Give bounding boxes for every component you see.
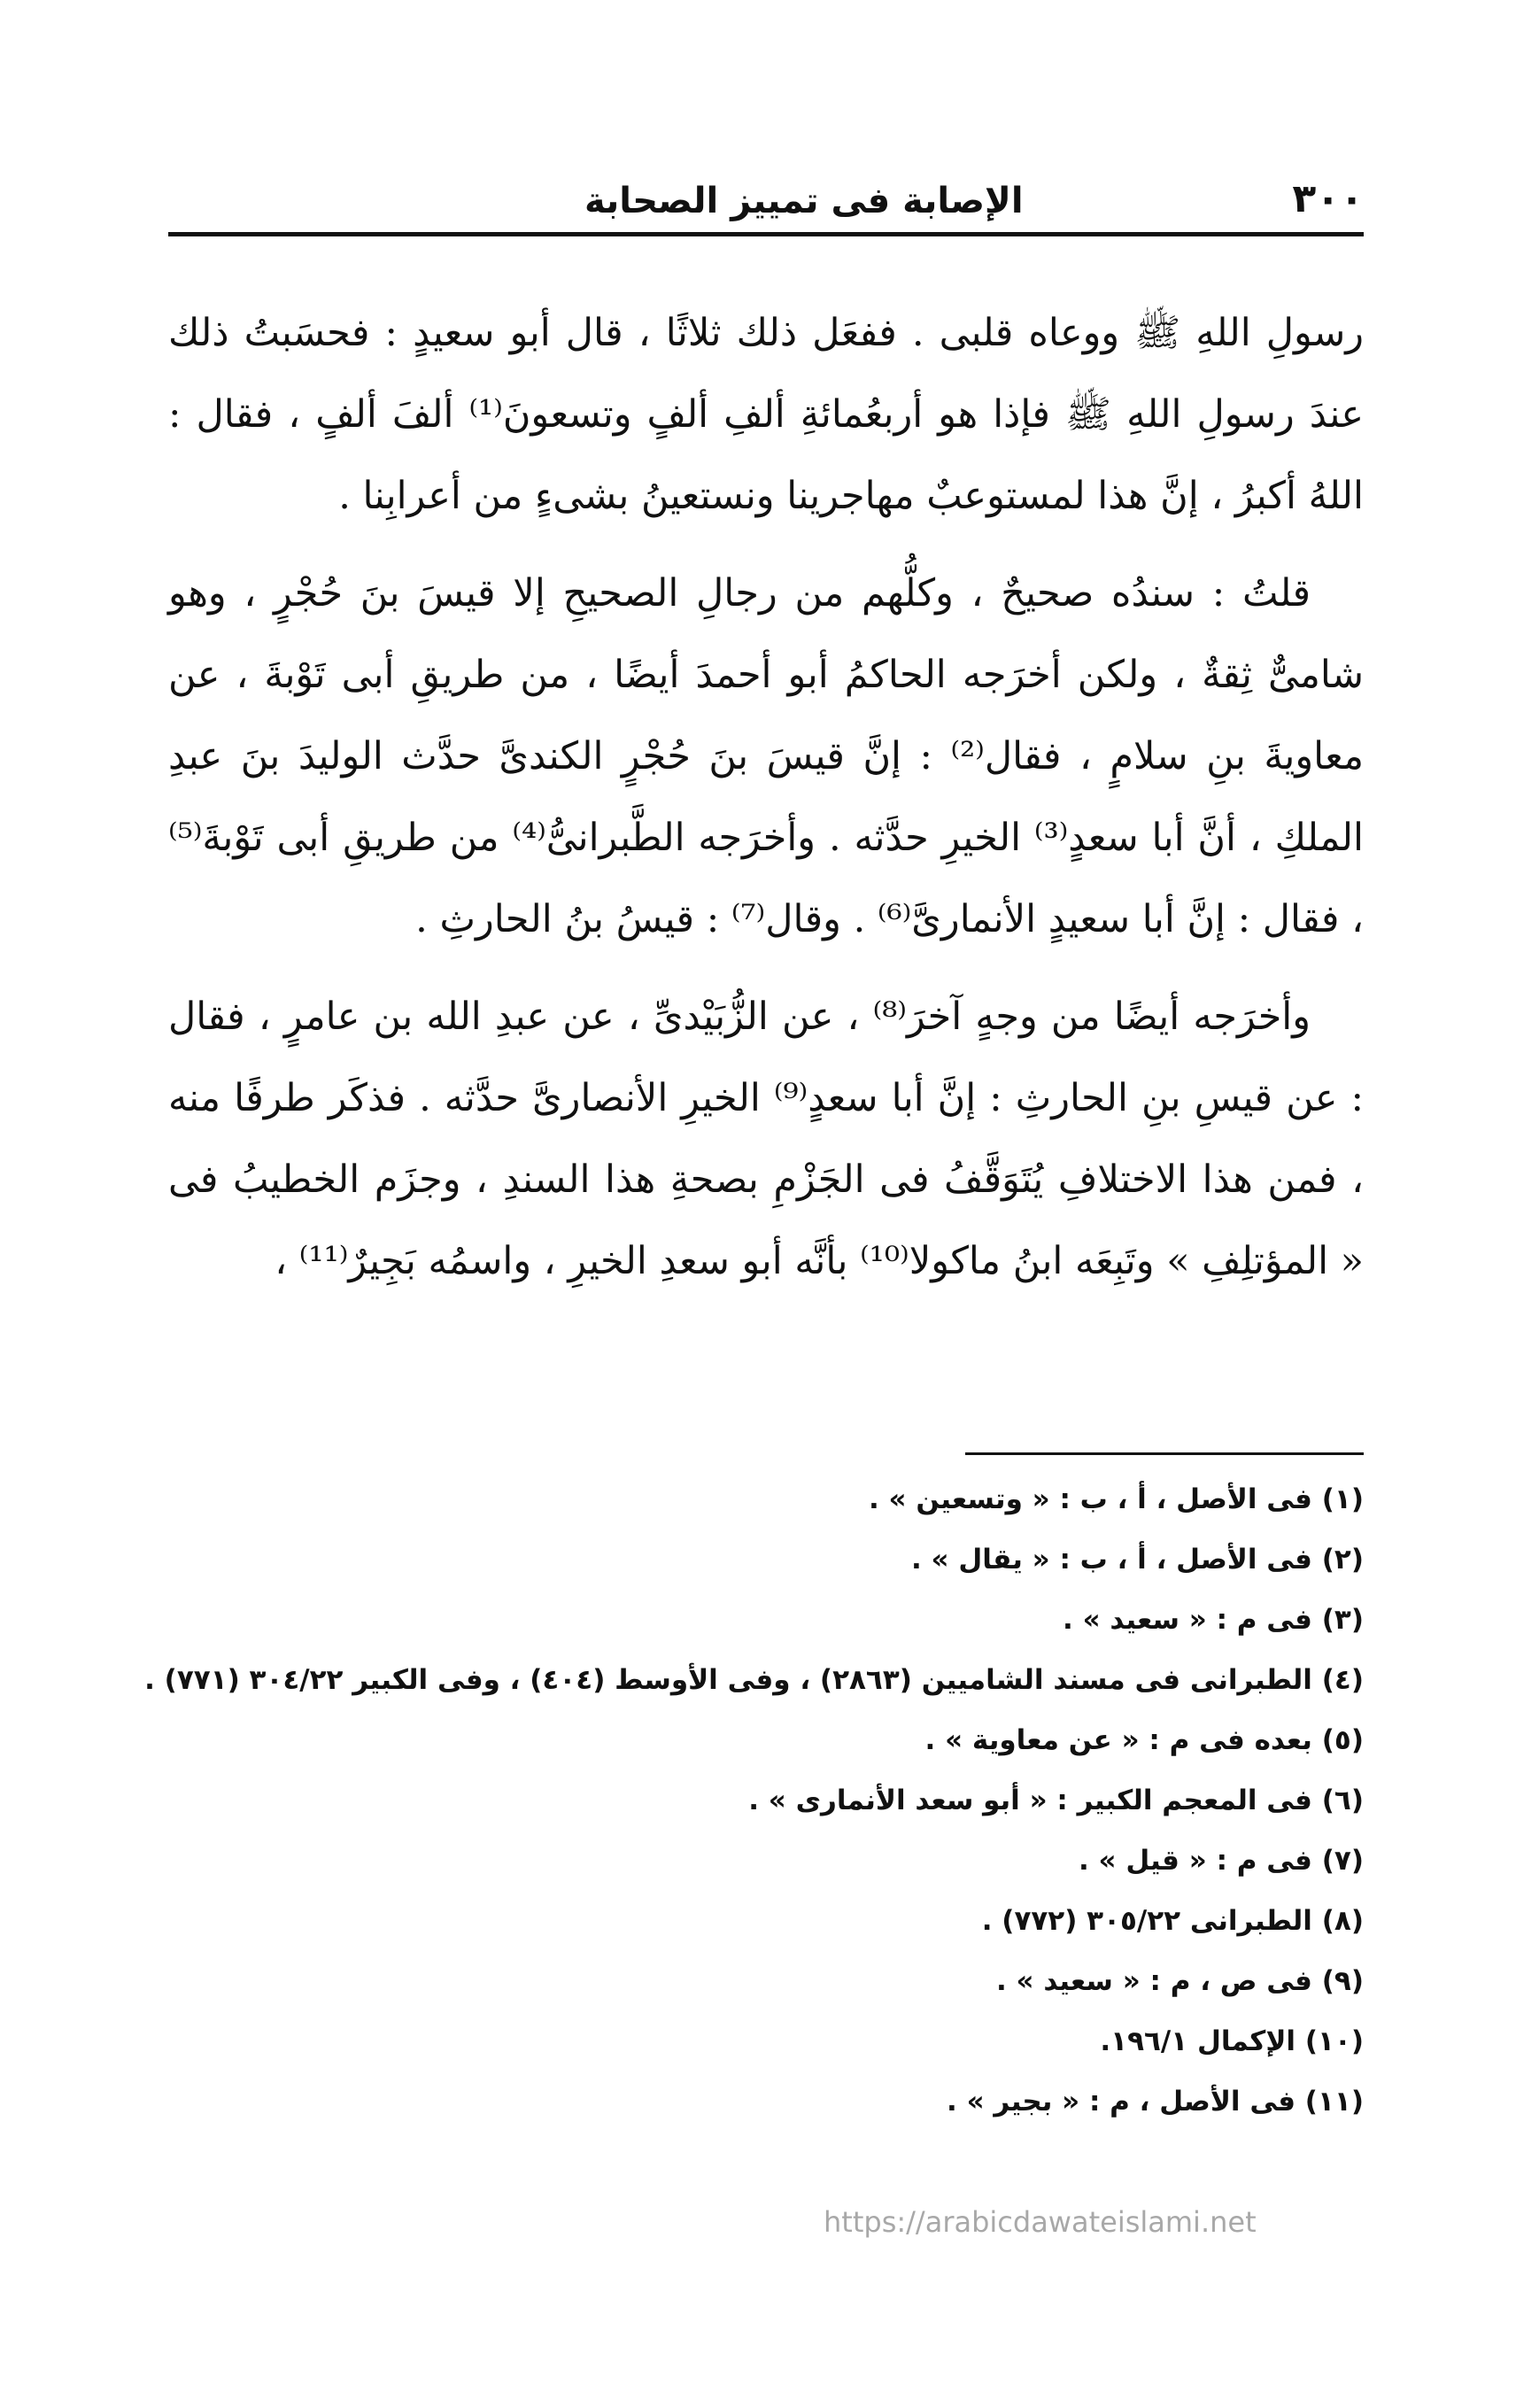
- footnote: (٨) الطبرانى ٣٠٥/٢٢ (٧٧٢) .: [981, 1905, 1364, 1937]
- main-text: [168, 292, 1364, 1318]
- footnote: (٦) فى المعجم الكبير : « أبو سعد الأنمارى » .: [748, 1785, 1364, 1816]
- footnote: (٤) الطبرانى فى مسند الشاميين (٢٨٦٣) ، وفى الأوسط (٤٠٤) ، وفى الكبير ٣٠٤/٢٢ (٧٧١) .: [144, 1664, 1364, 1696]
- footnote: (٢) فى الأصل ، أ ، ب : « يقال » .: [910, 1544, 1364, 1576]
- paragraph: وأخرَجه أيضًا من وجهٍ آخرَ⁽⁸⁾ ، عن الزُّبَيْدىِّ ، عن عبدِ الله بن عامرٍ ، فقال : عن قيسِ بنِ الحارثِ : إنَّ أبا سعدٍ⁽⁹⁾ الخيرِ الأنصارىَّ حدَّثه . فذكَر طرفًا منه ، فمن هذا الاختلافِ يُتَوَقَّفُ فى الجَزْمِ بصحةِ هذا السندِ ، وجزَم الخطيبُ فى « المؤتلِفِ » وتَبِعَه ابنُ ماكولا⁽¹⁰⁾ بأنَّه أبو سعدِ الخيرِ ، واسمُه بَجِيرٌ⁽¹¹⁾ ،: [168, 995, 1364, 1283]
- footnote: (١١) فى الأصل ، م : « بجير » .: [947, 2086, 1364, 2118]
- footnote: (٣) فى م : « سعيد » .: [1063, 1604, 1364, 1636]
- paragraph: رسولِ اللهِ ﷺ ووعاه قلبى . ففعَل ذلك ثلاثًا ، قال أبو سعيدٍ : فحسَبتُ ذلك عندَ رسولِ اللهِ ﷺ فإذا هو أربعُمائةِ ألفِ ألفٍ وتسعونَ⁽¹⁾ ألفَ ألفٍ ، فقال : اللهُ أكبرُ ، إنَّ هذا لمستوعبٌ مهاجرينا ونستعينُ بشىءٍ من أعرابِنا .: [168, 311, 1364, 518]
- page-header: [168, 159, 1364, 221]
- header-divider: [168, 232, 1364, 236]
- footnote-divider: [965, 1452, 1364, 1455]
- footnote: (١٠) الإكمال ١٩٦/١.: [1100, 2025, 1364, 2057]
- footnotes: [144, 1472, 1364, 2134]
- footnote: (٩) فى ص ، م : « سعيد » .: [995, 1965, 1364, 1997]
- page-number: ٣٠٠: [1292, 176, 1364, 221]
- footnote: (١) فى الأصل ، أ ، ب : « وتسعين » .: [868, 1483, 1364, 1515]
- footnote: (٥) بعده فى م : « عن معاوية » .: [924, 1724, 1364, 1756]
- book-title: الإصابة فى تمييز الصحابة: [584, 181, 1024, 221]
- footnote: (٧) فى م : « قيل » .: [1078, 1845, 1364, 1877]
- watermark-url: https://arabicdawateislami.net: [824, 2205, 1257, 2239]
- paragraph: قلتُ : سندُه صحيحٌ ، وكلُّهم من رجالِ الصحيحِ إلا قيسَ بنَ حُجْرٍ ، وهو شامىٌّ ثِقةٌ ، ولكن أخرَجه الحاكمُ أبو أحمدَ أيضًا ، من طريقِ أبى تَوْبةَ ، عن معاويةَ بنِ سلامٍ ، فقال⁽²⁾ : إنَّ قيسَ بنَ حُجْرٍ الكندىَّ حدَّث الوليدَ بنَ عبدِ الملكِ ، أنَّ أبا سعدٍ⁽³⁾ الخيرِ حدَّثه . وأخرَجه الطَّبرانىُّ⁽⁴⁾ من طريقِ أبى تَوْبةَ⁽⁵⁾ ، فقال : إنَّ أبا سعيدٍ الأنمارىَّ⁽⁶⁾ . وقال⁽⁷⁾ : قيسُ بنُ الحارثِ .: [168, 571, 1364, 941]
